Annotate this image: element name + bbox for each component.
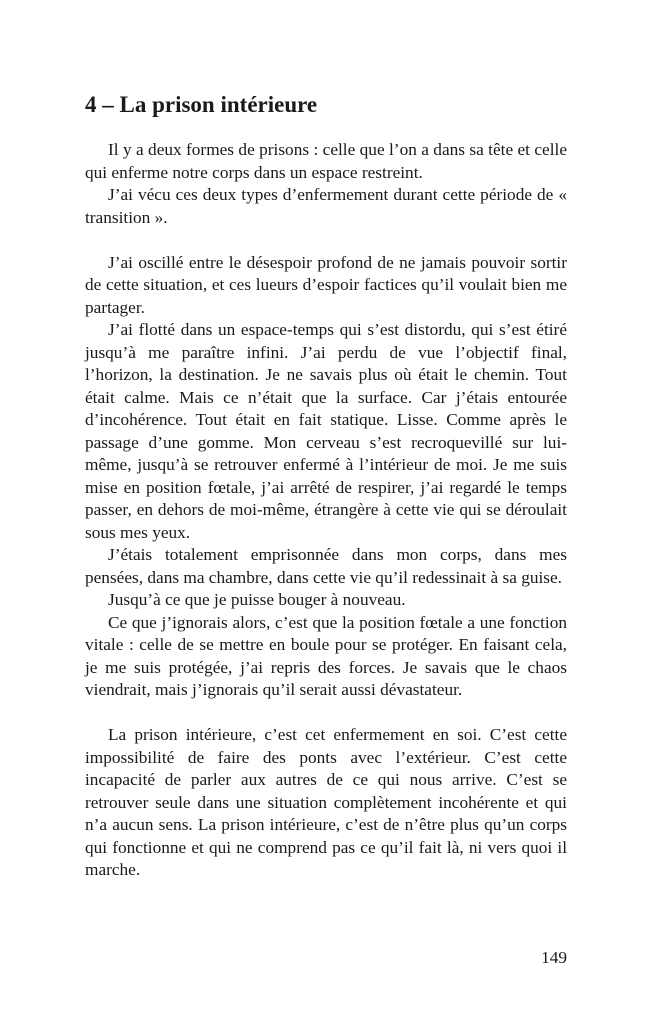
paragraph: Il y a deux formes de prisons : celle que l’on a dans sa tête et celle qui enferme notre corps dans un espace restreint. — [85, 140, 567, 182]
paragraph: Ce que j’ignorais alors, c’est que la position fœtale a une fonction vitale : celle de se mettre en boule pour se protéger. En faisant cela, je me suis protégée, j’ai repris des forces. Je savais que le chaos viendrait, mais j’ignorais qu’il serait aussi dévastateur. — [85, 612, 567, 699]
page-number: 149 — [541, 948, 567, 967]
paragraph: J’étais totalement emprisonnée dans mon corps, dans mes pensées, dans ma chambre, dans cette vie qu’il redessinait à sa guise. — [85, 545, 567, 587]
paragraph: La prison intérieure, c’est cet enfermement en soi. C’est cette impossibilité de faire des ponts avec l’extérieur. C’est cette incapacité de parler aux autres de ce qui nous arrive. C’est se retrouver seule dans une situation complètement incohérente et qui n’a aucun sens. La prison intérieure, c’est de n’être plus qu’un corps qui fonctionne et qui ne comprend pas ce qu’il fait là, ni vers quoi il marche. — [85, 725, 567, 879]
body-text — [85, 139, 567, 882]
paragraph: J’ai oscillé entre le désespoir profond de ne jamais pouvoir sortir de cette situation, et ces lueurs d’espoir factices qu’il voulait bien me partager. — [85, 252, 567, 317]
chapter-title: 4 – La prison intérieure — [85, 92, 318, 117]
paragraph: Jusqu’à ce que je puisse bouger à nouveau. — [108, 590, 406, 609]
book-page — [85, 0, 567, 1035]
paragraph: J’ai vécu ces deux types d’enfermement durant cette période de « transition ». — [85, 185, 567, 227]
paragraph: J’ai flotté dans un espace-temps qui s’est distordu, qui s’est étiré jusqu’à me paraître infini. J’ai perdu de vue l’objectif final, l’horizon, la destination. Je ne savais plus où était le chemin. Tout était calme. Mais ce n’était que la surface. Car j’étais entourée d’incohérence. Tout était en fait statique. Lisse. Comme après le passage d’une gomme. Mon cerveau s’est recroquevillé sur lui-même, jusqu’à se retrouver enfermé à l’intérieur de moi. Je me suis mise en position fœtale, j’ai arrêté de respirer, j’ai regardé le temps passer, en dehors de moi-même, étrangère à cette vie qui se déroulait sous mes yeux. — [85, 320, 567, 542]
